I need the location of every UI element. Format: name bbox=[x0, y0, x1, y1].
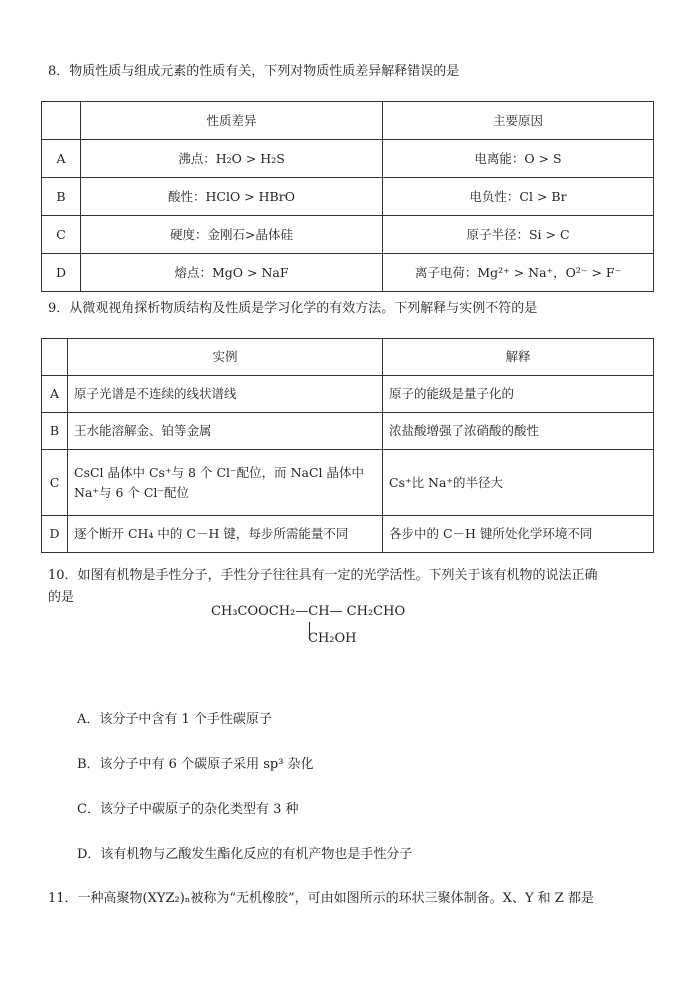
row-explain: 各步中的 C－H 键所处化学环境不同 bbox=[383, 516, 654, 553]
row-label: A bbox=[42, 376, 68, 413]
q10-stem-line2: 的是 bbox=[48, 590, 75, 605]
formula-branch: CH₂OH bbox=[308, 631, 357, 646]
header-explain: 解释 bbox=[383, 339, 654, 376]
row-label: C bbox=[42, 216, 81, 254]
formula-main-chain: CH₃COOCH₂—CH— CH₂CHO bbox=[211, 604, 406, 619]
row-label: A bbox=[42, 140, 81, 178]
table-row bbox=[42, 413, 654, 450]
row-reason: 原子半径：Si > C bbox=[383, 216, 654, 254]
q10-stem-line1: 10．如图有机物是手性分子，手性分子往往具有一定的光学活性。下列关于该有机物的说法正确 bbox=[48, 568, 598, 583]
row-example: 原子光谱是不连续的线状谱线 bbox=[68, 376, 383, 413]
row-reason: 离子电荷：Mg²⁺ > Na⁺，O²⁻ > F⁻ bbox=[383, 254, 654, 292]
row-example: CsCl 晶体中 Cs⁺与 8 个 Cl⁻配位，而 NaCl 晶体中 Na⁺与 6 个 Cl⁻配位 bbox=[68, 450, 383, 516]
row-label: B bbox=[42, 413, 68, 450]
row-diff: 熔点：MgO > NaF bbox=[81, 254, 383, 292]
row-label: D bbox=[42, 254, 81, 292]
q8-stem: 8．物质性质与组成元素的性质有关，下列对物质性质差异解释错误的是 bbox=[48, 64, 460, 79]
table-header-row bbox=[42, 339, 654, 376]
row-explain: Cs⁺比 Na⁺的半径大 bbox=[383, 450, 654, 516]
row-reason: 电负性：Cl > Br bbox=[383, 178, 654, 216]
row-label: D bbox=[42, 516, 68, 553]
q9-table bbox=[41, 338, 654, 553]
table-row bbox=[42, 376, 654, 413]
header-blank bbox=[42, 339, 68, 376]
header-reason: 主要原因 bbox=[383, 102, 654, 140]
row-label: C bbox=[42, 450, 68, 516]
header-blank bbox=[42, 102, 81, 140]
table-row bbox=[42, 254, 654, 292]
row-example: 逐个断开 CH₄ 中的 C－H 键，每步所需能量不同 bbox=[68, 516, 383, 553]
header-diff: 性质差异 bbox=[81, 102, 383, 140]
row-diff: 酸性：HClO > HBrO bbox=[81, 178, 383, 216]
row-example: 王水能溶解金、铂等金属 bbox=[68, 413, 383, 450]
row-diff: 硬度：金刚石>晶体硅 bbox=[81, 216, 383, 254]
table-row bbox=[42, 216, 654, 254]
q11-stem: 11．一种高聚物(XYZ₂)ₙ被称为“无机橡胶”，可由如图所示的环状三聚体制备。X、Y 和 Z 都是 bbox=[48, 891, 594, 906]
table-header-row bbox=[42, 102, 654, 140]
q8-table bbox=[41, 101, 654, 292]
option-a: A．该分子中含有 1 个手性碳原子 bbox=[77, 712, 272, 727]
table-row bbox=[42, 178, 654, 216]
header-example: 实例 bbox=[68, 339, 383, 376]
table-row bbox=[42, 140, 654, 178]
row-explain: 原子的能级是量子化的 bbox=[383, 376, 654, 413]
option-d: D．该有机物与乙酸发生酯化反应的有机产物也是手性分子 bbox=[77, 847, 413, 862]
option-c: C．该分子中碳原子的杂化类型有 3 种 bbox=[77, 802, 299, 817]
row-diff: 沸点：H₂O > H₂S bbox=[81, 140, 383, 178]
q9-stem: 9．从微观视角探析物质结构及性质是学习化学的有效方法。下列解释与实例不符的是 bbox=[48, 301, 538, 316]
option-b: B．该分子中有 6 个碳原子采用 sp³ 杂化 bbox=[77, 757, 314, 772]
table-row bbox=[42, 516, 654, 553]
row-label: B bbox=[42, 178, 81, 216]
row-explain: 浓盐酸增强了浓硝酸的酸性 bbox=[383, 413, 654, 450]
table-row bbox=[42, 450, 654, 516]
row-reason: 电离能：O > S bbox=[383, 140, 654, 178]
